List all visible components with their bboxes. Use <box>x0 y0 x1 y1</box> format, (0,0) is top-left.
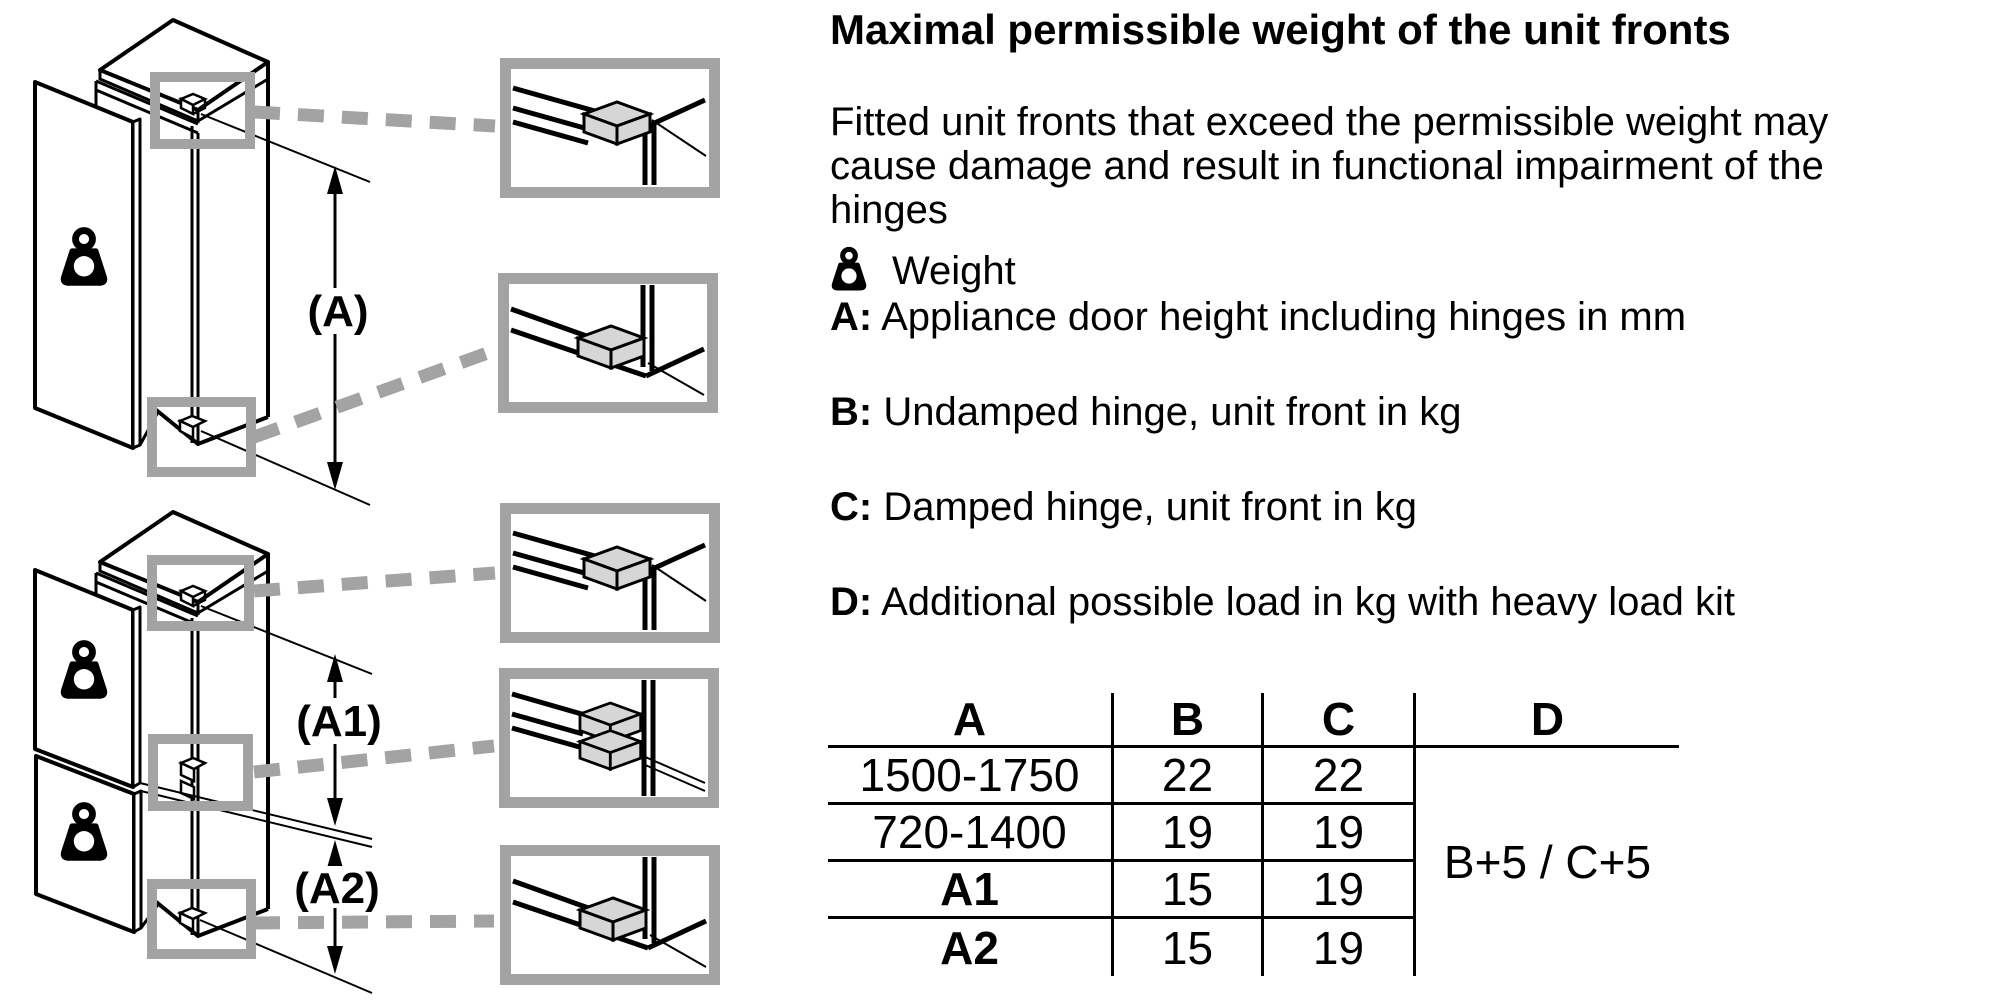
legend-key: D: <box>830 580 873 624</box>
callout-dash-top <box>254 112 495 126</box>
intro-line: Fitted unit fronts that exceed the permissible weight may <box>830 100 1829 144</box>
legend-text: Additional possible load in kg with heavy load kit <box>881 580 1735 624</box>
legend-item-a <box>830 293 1686 341</box>
intro-line: cause damage and result in functional impairment of the <box>830 144 1824 188</box>
table-cell-a: A2 <box>828 919 1114 976</box>
table-cell-a: 1500-1750 <box>828 748 1114 805</box>
dimension-arrow-a <box>300 166 376 490</box>
table-cell-b: 15 <box>1114 919 1264 976</box>
legend-weight-label: Weight <box>892 249 1016 293</box>
double-door-figure <box>35 509 715 994</box>
table-cell-c: 19 <box>1264 862 1416 919</box>
intro-paragraph <box>830 100 1828 232</box>
dim-label-a1: (A1) <box>296 697 382 746</box>
dim-label-a: (A) <box>307 287 369 336</box>
table-cell-a: 720-1400 <box>828 805 1114 862</box>
hinge-highlight-bottom <box>152 402 251 472</box>
callout-dash-bottom <box>254 350 496 437</box>
legend-item-d <box>830 578 1735 626</box>
table-cell-c: 19 <box>1264 919 1416 976</box>
table-cell-c: 19 <box>1264 805 1416 862</box>
legend-text: Appliance door height including hinges in mm <box>881 295 1687 339</box>
dimension-arrow-a1 <box>294 654 384 826</box>
dim-label-a2: (A2) <box>294 864 380 913</box>
page-title: Maximal permissible weight of the unit fronts <box>830 6 1731 53</box>
hinge-highlight-middle <box>153 739 248 806</box>
table-cell-b: 19 <box>1114 805 1264 862</box>
hinge-highlight-bottom2 <box>152 884 251 954</box>
legend-key: A: <box>830 295 873 339</box>
legend-text: Undamped hinge, unit front in kg <box>883 390 1462 434</box>
table-cell-b: 22 <box>1114 748 1264 805</box>
table-header-c: C <box>1264 693 1416 748</box>
table-cell-d-merged: B+5 / C+5 <box>1443 836 1652 888</box>
unit-front-door-upper <box>35 570 140 787</box>
weight-table <box>828 693 1679 976</box>
callout-dash-middle <box>254 746 494 772</box>
unit-front-door <box>35 82 158 448</box>
unit-front-diagram <box>0 0 830 1000</box>
table-header-a: A <box>828 693 1114 748</box>
table-cell-a: A1 <box>828 862 1114 919</box>
callout-dash-bottom2 <box>254 921 494 923</box>
legend-key: B: <box>830 390 873 434</box>
table-header-b: B <box>1114 693 1264 748</box>
legend-text: Damped hinge, unit front in kg <box>883 485 1417 529</box>
table-header-d: D <box>1416 693 1679 748</box>
table-cell-c: 22 <box>1264 748 1416 805</box>
dimension-arrow-a2 <box>292 840 382 974</box>
legend-item-b <box>830 388 1462 436</box>
legend-key: C: <box>830 485 873 529</box>
intro-line: hinges <box>830 188 948 232</box>
table-cell-b: 15 <box>1114 862 1264 919</box>
single-door-figure <box>35 20 715 505</box>
legend-weight <box>830 246 1016 295</box>
legend-item-c <box>830 483 1417 531</box>
weight-icon <box>830 246 868 292</box>
callout-dash-top2 <box>254 573 495 591</box>
